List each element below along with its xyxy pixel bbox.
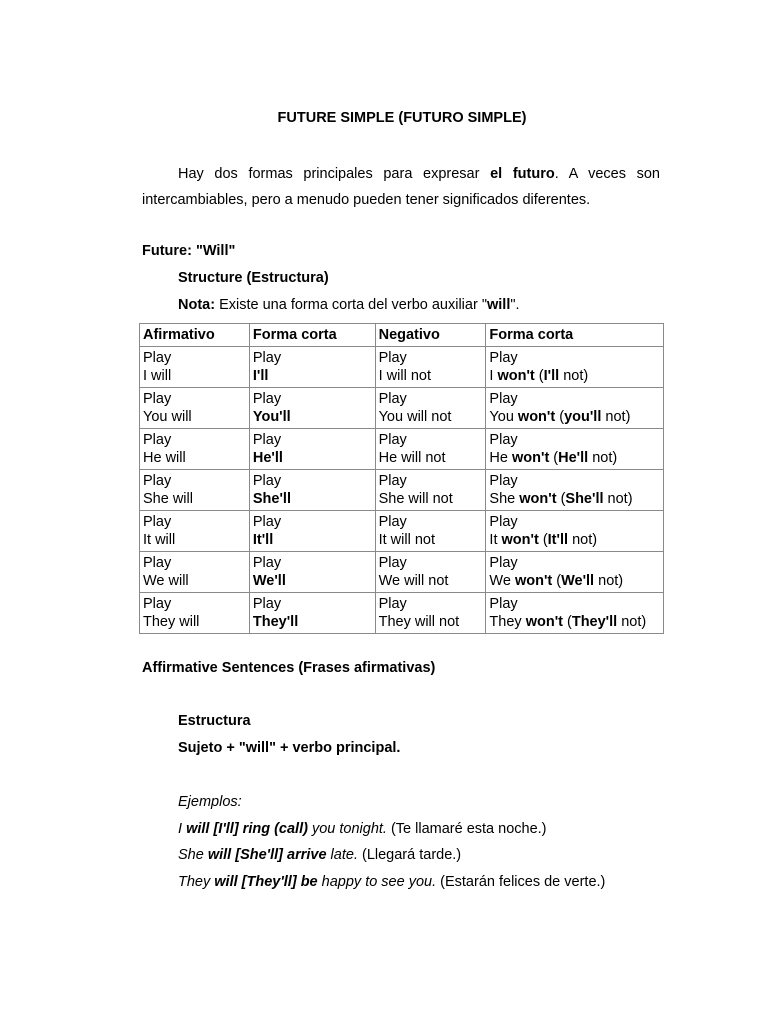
cell-neg-form: She will not xyxy=(378,491,453,507)
cell-verb: Play xyxy=(489,350,518,366)
neg-not: not xyxy=(592,450,613,466)
nota-text: Existe una forma corta del verbo auxiliar " xyxy=(215,297,487,313)
cell-verb: Play xyxy=(143,596,172,612)
neg-wont: won't xyxy=(501,532,539,548)
cell-neg-short-form: We won't (We'll not) xyxy=(489,573,624,589)
cell-verb: Play xyxy=(143,514,172,530)
cell-forma-corta-negativa xyxy=(486,347,664,388)
example-verb-phrase: will [I'll] ring (call) xyxy=(186,821,308,837)
table-row xyxy=(140,593,664,634)
neg-subject: He xyxy=(489,450,508,466)
cell-forma-corta-negativa xyxy=(486,552,664,593)
table-row xyxy=(140,552,664,593)
cell-aff-form: We will xyxy=(143,573,189,589)
cell-short-form: We'll xyxy=(252,573,286,589)
neg-wont: won't xyxy=(512,450,550,466)
intro-text-start: Hay dos formas principales para expresar xyxy=(178,166,491,182)
cell-forma-corta xyxy=(249,429,375,470)
cell-neg-short-form: I won't (I'll not) xyxy=(489,368,589,384)
example-rest: late. xyxy=(326,847,358,863)
cell-neg-form: I will not xyxy=(378,368,431,384)
nota-label: Nota: xyxy=(178,297,216,313)
header-forma-corta-negativa: Forma corta xyxy=(486,324,664,347)
cell-negativo xyxy=(375,347,486,388)
cell-afirmativo xyxy=(140,429,250,470)
cell-negativo xyxy=(375,552,486,593)
table-row xyxy=(140,429,664,470)
cell-forma-corta xyxy=(249,511,375,552)
cell-forma-corta-negativa xyxy=(486,429,664,470)
header-negativo: Negativo xyxy=(375,324,486,347)
cell-aff-form: You will xyxy=(143,409,192,425)
neg-wont: won't xyxy=(519,491,557,507)
neg-not: not xyxy=(605,409,626,425)
cell-verb: Play xyxy=(378,596,407,612)
structure-heading: Structure (Estructura) xyxy=(178,270,329,286)
cell-verb: Play xyxy=(143,432,172,448)
cell-afirmativo xyxy=(140,388,250,429)
example-subject: She xyxy=(178,847,208,863)
cell-short-form: He'll xyxy=(252,450,283,466)
cell-afirmativo xyxy=(140,511,250,552)
cell-neg-short-form: It won't (It'll not) xyxy=(489,532,598,548)
example-translation: (Te llamaré esta noche.) xyxy=(386,821,547,837)
cell-verb: Play xyxy=(489,555,518,571)
conjugation-table xyxy=(139,323,664,634)
cell-verb: Play xyxy=(378,473,407,489)
cell-neg-form: We will not xyxy=(378,573,449,589)
cell-forma-corta xyxy=(249,552,375,593)
cell-negativo xyxy=(375,593,486,634)
neg-subject: You xyxy=(489,409,514,425)
cell-short-form: She'll xyxy=(252,491,291,507)
table-row xyxy=(140,470,664,511)
neg-subject: They xyxy=(489,614,522,630)
cell-short-form: They'll xyxy=(252,614,299,630)
example-rest: happy to see you. xyxy=(317,874,437,890)
neg-not: not xyxy=(563,368,584,384)
cell-forma-corta xyxy=(249,347,375,388)
cell-neg-short-form: He won't (He'll not) xyxy=(489,450,618,466)
cell-verb: Play xyxy=(489,473,518,489)
cell-negativo xyxy=(375,470,486,511)
intro-text-end: . A veces son intercambiables, pero a menudo pueden tener significados diferentes. xyxy=(142,166,660,208)
cell-verb: Play xyxy=(143,555,172,571)
cell-verb: Play xyxy=(378,555,407,571)
cell-verb: Play xyxy=(489,596,518,612)
example-subject: They xyxy=(178,874,215,890)
cell-verb: Play xyxy=(143,391,172,407)
intro-paragraph xyxy=(142,161,660,213)
cell-verb: Play xyxy=(378,350,407,366)
example-rest: you tonight. xyxy=(307,821,387,837)
cell-aff-form: It will xyxy=(143,532,176,548)
cell-afirmativo xyxy=(140,470,250,511)
cell-short-form: It'll xyxy=(252,532,274,548)
intro-bold-term: el futuro xyxy=(490,166,555,182)
cell-aff-form: I will xyxy=(143,368,172,384)
cell-verb: Play xyxy=(252,473,282,489)
neg-contraction: you'll xyxy=(564,409,602,425)
neg-not: not xyxy=(598,573,619,589)
cell-aff-form: They will xyxy=(143,614,200,630)
page-title: FUTURE SIMPLE (FUTURO SIMPLE) xyxy=(277,110,527,126)
cell-verb: Play xyxy=(489,514,518,530)
neg-not: not xyxy=(607,491,628,507)
table-row xyxy=(140,511,664,552)
neg-not: not xyxy=(621,614,642,630)
cell-short-form: I'll xyxy=(252,368,269,384)
cell-forma-corta xyxy=(249,470,375,511)
neg-subject: It xyxy=(489,532,498,548)
neg-wont: won't xyxy=(517,409,556,425)
neg-subject: She xyxy=(489,491,516,507)
example-sentence xyxy=(178,874,605,890)
cell-verb: Play xyxy=(378,514,407,530)
cell-forma-corta xyxy=(249,388,375,429)
cell-afirmativo xyxy=(140,347,250,388)
cell-neg-short-form: They won't (They'll not) xyxy=(489,614,647,630)
cell-verb: Play xyxy=(252,350,282,366)
cell-aff-form: She will xyxy=(143,491,193,507)
cell-forma-corta-negativa xyxy=(486,593,664,634)
neg-subject: I xyxy=(489,368,494,384)
cell-afirmativo xyxy=(140,593,250,634)
neg-subject: We xyxy=(489,573,511,589)
neg-contraction: They'll xyxy=(571,614,618,630)
cell-forma-corta-negativa xyxy=(486,388,664,429)
table-row xyxy=(140,388,664,429)
cell-verb: Play xyxy=(143,350,172,366)
header-forma-corta: Forma corta xyxy=(249,324,375,347)
example-sentence xyxy=(178,821,547,837)
neg-contraction: I'll xyxy=(543,368,560,384)
neg-contraction: It'll xyxy=(547,532,569,548)
example-subject: I xyxy=(178,821,187,837)
nota-bold-will: will xyxy=(486,297,511,313)
affirmative-heading: Affirmative Sentences (Frases afirmativas) xyxy=(142,660,436,676)
neg-not: not xyxy=(572,532,593,548)
cell-verb: Play xyxy=(252,514,282,530)
example-verb-phrase: will [She'll] arrive xyxy=(207,847,327,863)
cell-verb: Play xyxy=(378,432,407,448)
cell-verb: Play xyxy=(252,555,282,571)
cell-forma-corta-negativa xyxy=(486,470,664,511)
cell-afirmativo xyxy=(140,552,250,593)
nota-line xyxy=(178,297,520,313)
cell-forma-corta xyxy=(249,593,375,634)
cell-negativo xyxy=(375,388,486,429)
cell-neg-short-form: You won't (you'll not) xyxy=(489,409,631,425)
neg-contraction: He'll xyxy=(558,450,589,466)
cell-neg-form: You will not xyxy=(378,409,452,425)
cell-verb: Play xyxy=(252,432,282,448)
table-header-row xyxy=(140,324,664,347)
structure-formula: Sujeto + "will" + verbo principal. xyxy=(178,740,401,756)
neg-wont: won't xyxy=(514,573,553,589)
cell-negativo xyxy=(375,511,486,552)
cell-verb: Play xyxy=(252,391,282,407)
cell-neg-short-form: She won't (She'll not) xyxy=(489,491,633,507)
cell-negativo xyxy=(375,429,486,470)
cell-aff-form: He will xyxy=(143,450,186,466)
cell-forma-corta-negativa xyxy=(486,511,664,552)
cell-verb: Play xyxy=(252,596,282,612)
neg-wont: won't xyxy=(525,614,563,630)
example-translation: (Estarán felices de verte.) xyxy=(436,874,606,890)
example-sentence xyxy=(178,847,461,863)
neg-contraction: She'll xyxy=(565,491,604,507)
cell-verb: Play xyxy=(378,391,407,407)
cell-neg-form: It will not xyxy=(378,532,436,548)
cell-verb: Play xyxy=(143,473,172,489)
header-afirmativo: Afirmativo xyxy=(140,324,250,347)
example-translation: (Llegará tarde.) xyxy=(357,847,462,863)
cell-neg-form: He will not xyxy=(378,450,446,466)
nota-end: ". xyxy=(510,297,520,313)
cell-verb: Play xyxy=(489,432,518,448)
cell-neg-form: They will not xyxy=(378,614,460,630)
cell-verb: Play xyxy=(489,391,518,407)
future-will-heading: Future: "Will" xyxy=(142,243,236,259)
table-row xyxy=(140,347,664,388)
estructura-heading: Estructura xyxy=(178,713,251,729)
neg-contraction: We'll xyxy=(561,573,595,589)
examples-label: Ejemplos: xyxy=(178,794,242,810)
example-verb-phrase: will [They'll] be xyxy=(214,874,318,890)
cell-short-form: You'll xyxy=(252,409,291,425)
neg-wont: won't xyxy=(497,368,535,384)
